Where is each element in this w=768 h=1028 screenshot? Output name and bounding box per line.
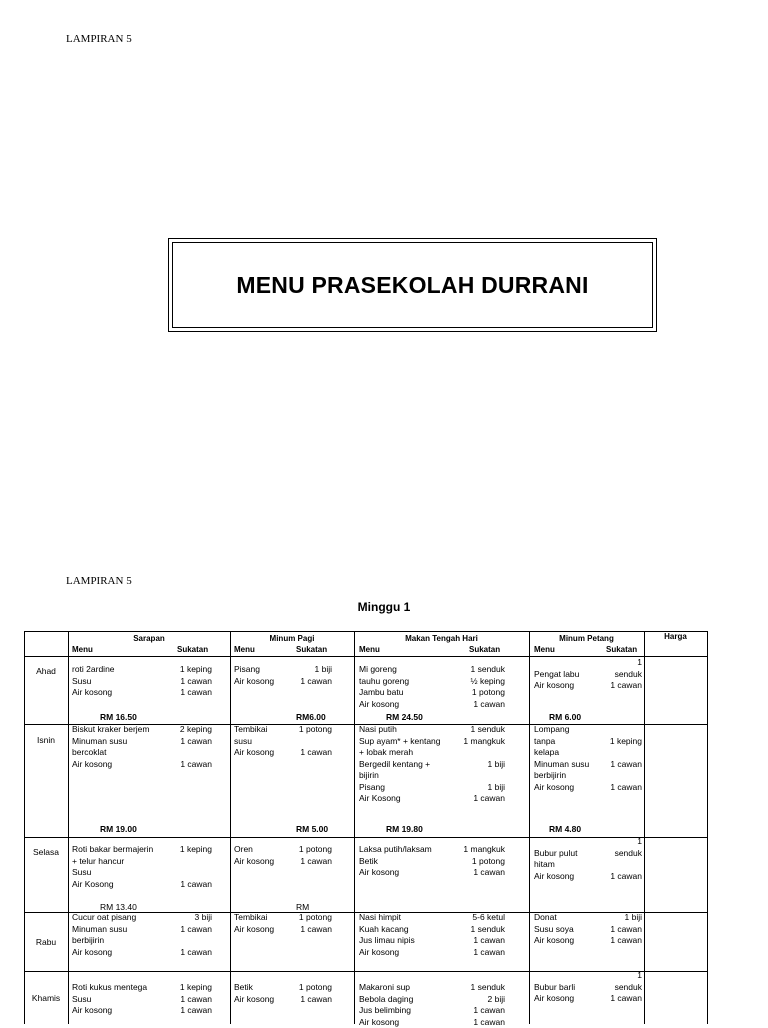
- menu-item-name: kelapa: [534, 747, 559, 759]
- list-item: [72, 879, 212, 891]
- menu-cell-minum-pagi: [234, 982, 332, 1005]
- list-item: [72, 994, 212, 1006]
- lampiran-label-bottom: LAMPIRAN 5: [66, 575, 132, 587]
- menu-item-measure: 1 cawan: [180, 947, 212, 959]
- menu-item-measure: 1 cawan: [180, 994, 212, 1006]
- list-item: [359, 687, 505, 699]
- list-item: [359, 736, 505, 748]
- list-item: [359, 1005, 505, 1017]
- menu-item-measure: 1 cawan: [180, 687, 212, 699]
- menu-item-name: Pengat labu: [534, 669, 579, 681]
- menu-item-name: Laksa putih/laksam: [359, 844, 432, 856]
- table-line: [24, 631, 708, 632]
- menu-item-name: Air kosong: [534, 935, 574, 947]
- menu-item-name: Susu soya: [534, 924, 574, 936]
- list-item: [234, 747, 332, 759]
- list-item: [534, 736, 642, 748]
- list-item: [234, 912, 332, 924]
- list-item: [359, 856, 505, 868]
- menu-item-measure: 1 cawan: [300, 856, 332, 868]
- menu-item-measure: 1 potong: [299, 844, 332, 856]
- menu-cell-sarapan: [72, 982, 212, 1017]
- menu-item-name: Pisang: [234, 664, 260, 676]
- menu-item-measure: 1 cawan: [610, 782, 642, 794]
- menu-item-name: hitam: [534, 859, 555, 871]
- menu-item-measure: 1 biji: [488, 759, 505, 771]
- menu-item-name: berbijirin: [72, 935, 104, 947]
- menu-item-name: Air kosong: [72, 759, 112, 771]
- menu-item-measure: ½ keping: [471, 676, 506, 688]
- menu-item-measure: 1 potong: [299, 982, 332, 994]
- menu-item-name: Air Kosong: [359, 793, 401, 805]
- menu-item-measure: senduk: [615, 848, 642, 860]
- header-makan-tengah-hari: Makan Tengah Hari: [354, 634, 529, 643]
- menu-item-name: Air Kosong: [72, 879, 114, 891]
- menu-item-measure: 1 cawan: [180, 759, 212, 771]
- menu-item-name: Air kosong: [72, 687, 112, 699]
- menu-item-name: Air kosong: [234, 747, 274, 759]
- menu-item-measure: 1 keping: [180, 844, 212, 856]
- list-item: [72, 747, 212, 759]
- subheader-menu: Menu: [234, 645, 255, 654]
- list-item: [534, 669, 642, 681]
- menu-cell-makan: [359, 724, 505, 805]
- menu-item-name: Air kosong: [534, 993, 574, 1005]
- menu-item-measure: 1 senduk: [471, 664, 506, 676]
- table-line: [354, 631, 355, 1024]
- list-item: [234, 664, 332, 676]
- menu-item-name: Nasi putih: [359, 724, 397, 736]
- list-item: [72, 759, 212, 771]
- menu-cell-makan: [359, 844, 505, 879]
- page-title: MENU PRASEKOLAH DURRANI: [236, 272, 588, 299]
- menu-item-name: Roti kukus mentega: [72, 982, 147, 994]
- menu-item-name: Oren: [234, 844, 253, 856]
- day-label: Isnin: [24, 735, 68, 745]
- menu-item-name: Nasi himpit: [359, 912, 401, 924]
- sarapan-total: RM 19.00: [100, 824, 137, 834]
- subheader-menu: Menu: [534, 645, 555, 654]
- menu-item-measure: 5-6 ketul: [472, 912, 505, 924]
- menu-cell-petang: [534, 970, 642, 1005]
- menu-cell-sarapan: [72, 724, 212, 770]
- list-item: [359, 844, 505, 856]
- header-sarapan: Sarapan: [68, 634, 230, 643]
- list-item: [359, 664, 505, 676]
- menu-item-name: Mi goreng: [359, 664, 397, 676]
- menu-item-name: bercoklat: [72, 747, 107, 759]
- menu-cell-sarapan: [72, 664, 212, 699]
- menu-item-name: tanpa: [534, 736, 555, 748]
- sarapan-total: RM 16.50: [100, 712, 137, 722]
- menu-item-name: Minuman susu: [72, 736, 127, 748]
- menu-item-measure: 1 cawan: [180, 1005, 212, 1017]
- table-line: [230, 631, 231, 1024]
- menu-item-name: Jus limau nipis: [359, 935, 415, 947]
- list-item: [72, 924, 212, 936]
- menu-item-measure: 1 senduk: [471, 724, 506, 736]
- menu-cell-petang: [534, 657, 642, 692]
- menu-item-measure: 3 biji: [195, 912, 212, 924]
- list-item: [72, 687, 212, 699]
- menu-item-measure: 1 potong: [472, 856, 505, 868]
- menu-item-name: Sup ayam* + kentang: [359, 736, 441, 748]
- list-item: [72, 867, 212, 879]
- sarapan-total: RM 13.40: [100, 902, 137, 912]
- menu-cell-sarapan: [72, 912, 212, 958]
- list-item: [534, 982, 642, 994]
- menu-cell-sarapan: [72, 844, 212, 890]
- menu-item-name: Jus belimbing: [359, 1005, 411, 1017]
- list-item: [534, 747, 642, 759]
- menu-item-name: Minuman susu: [534, 759, 589, 771]
- menu-item-name: susu: [234, 736, 252, 748]
- table-line: [707, 631, 708, 1024]
- menu-item-measure: 1 cawan: [610, 680, 642, 692]
- menu-item-name: Susu: [72, 994, 91, 1006]
- list-item: [359, 1017, 505, 1028]
- menu-item-name: Cucur oat pisang: [72, 912, 136, 924]
- menu-item-name: Lompang: [534, 724, 569, 736]
- menu-item-name: Bubur pulut: [534, 848, 577, 860]
- list-item: [359, 994, 505, 1006]
- list-item: [359, 676, 505, 688]
- menu-item-name: + lobak merah: [359, 747, 413, 759]
- list-item: [234, 856, 332, 868]
- list-item: [534, 759, 642, 771]
- menu-item-name: Susu: [72, 867, 91, 879]
- list-item: [359, 924, 505, 936]
- menu-item-name: + telur hancur: [72, 856, 124, 868]
- menu-item-name: Minuman susu: [72, 924, 127, 936]
- subheader-sukatan: Sukatan: [606, 645, 637, 654]
- menu-item-measure: 1 cawan: [180, 676, 212, 688]
- menu-item-measure: 1 cawan: [473, 947, 505, 959]
- menu-item-measure: 1 biji: [315, 664, 332, 676]
- menu-item-measure: 1 cawan: [300, 747, 332, 759]
- menu-item-measure: 1 potong: [299, 912, 332, 924]
- menu-cell-petang: [534, 724, 642, 793]
- menu-item-measure: 1 potong: [472, 687, 505, 699]
- list-item: [359, 935, 505, 947]
- list-item: [234, 994, 332, 1006]
- menu-item-measure: 1 mangkuk: [463, 844, 505, 856]
- list-item: [72, 736, 212, 748]
- subheader-menu: Menu: [72, 645, 93, 654]
- menu-item-measure: 1 keping: [180, 664, 212, 676]
- menu-item-name: Jambu batu: [359, 687, 403, 699]
- menu-item-name: Tembikai: [234, 724, 268, 736]
- table-line: [24, 631, 25, 1024]
- menu-item-name: Air kosong: [359, 1017, 399, 1028]
- menu-item-measure: senduk: [615, 669, 642, 681]
- list-item: [72, 724, 212, 736]
- menu-item-measure: 1 cawan: [610, 871, 642, 883]
- menu-cell-minum-pagi: [234, 664, 332, 687]
- menu-item-name: bijirin: [359, 770, 379, 782]
- menu-cell-minum-pagi: [234, 844, 332, 867]
- list-item: [534, 848, 642, 860]
- day-label: Khamis: [24, 993, 68, 1003]
- list-item: [359, 982, 505, 994]
- menu-item-name: Makaroni sup: [359, 982, 410, 994]
- list-item: [534, 724, 642, 736]
- menu-item-measure: 1 senduk: [471, 982, 506, 994]
- menu-item-name: Bebola daging: [359, 994, 413, 1006]
- menu-cell-makan: [359, 664, 505, 710]
- menu-item-measure: 1 cawan: [610, 759, 642, 771]
- list-item: [72, 935, 212, 947]
- menu-cell-petang: [534, 836, 642, 882]
- header-minum-pagi: Minum Pagi: [230, 634, 354, 643]
- header-harga: Harga: [644, 632, 707, 641]
- menu-item-name: Pisang: [359, 782, 385, 794]
- list-item: [534, 770, 642, 782]
- subheader-sukatan: Sukatan: [177, 645, 208, 654]
- menu-item-measure: 1: [637, 836, 642, 848]
- list-item: [359, 782, 505, 794]
- menu-item-name: Donat: [534, 912, 557, 924]
- menu-item-measure: 1 cawan: [610, 993, 642, 1005]
- menu-item-name: Air kosong: [359, 699, 399, 711]
- list-item: [359, 912, 505, 924]
- makan-total: RM 19.80: [386, 824, 423, 834]
- list-item: [72, 844, 212, 856]
- menu-item-measure: 1 mangkuk: [463, 736, 505, 748]
- menu-item-measure: 1 senduk: [471, 924, 506, 936]
- list-item: [534, 924, 642, 936]
- menu-cell-minum-pagi: [234, 724, 332, 759]
- list-item: [72, 982, 212, 994]
- list-item: [234, 724, 332, 736]
- menu-item-measure: 1: [637, 970, 642, 982]
- subheader-sukatan: Sukatan: [296, 645, 327, 654]
- list-item: [534, 970, 642, 982]
- menu-item-measure: 1 cawan: [180, 879, 212, 891]
- menu-item-measure: 2 keping: [180, 724, 212, 736]
- menu-item-name: Air kosong: [534, 871, 574, 883]
- menu-item-measure: 1 cawan: [610, 924, 642, 936]
- menu-item-name: berbijirin: [534, 770, 566, 782]
- list-item: [72, 664, 212, 676]
- list-item: [359, 770, 505, 782]
- list-item: [72, 856, 212, 868]
- menu-item-measure: 1 cawan: [473, 1017, 505, 1028]
- menu-item-name: Susu: [72, 676, 91, 688]
- menu-item-measure: 1 biji: [488, 782, 505, 794]
- menu-item-name: Air kosong: [359, 867, 399, 879]
- table-line: [529, 631, 530, 1024]
- menu-item-measure: 2 biji: [488, 994, 505, 1006]
- list-item: [534, 859, 642, 871]
- list-item: [234, 736, 332, 748]
- menu-item-name: tauhu goreng: [359, 676, 409, 688]
- menu-item-name: Air kosong: [534, 782, 574, 794]
- table-line: [68, 631, 69, 1024]
- petang-total: RM 6.00: [549, 712, 581, 722]
- menu-item-name: Air kosong: [359, 947, 399, 959]
- list-item: [534, 836, 642, 848]
- menu-cell-makan: [359, 982, 505, 1028]
- day-label: Ahad: [24, 666, 68, 676]
- menu-item-measure: 1 biji: [625, 912, 642, 924]
- menu-item-name: Tembikai: [234, 912, 268, 924]
- menu-item-name: Roti bakar bermajerin: [72, 844, 153, 856]
- menu-item-name: roti 2ardine: [72, 664, 115, 676]
- subheader-menu: Menu: [359, 645, 380, 654]
- list-item: [72, 676, 212, 688]
- menu-item-measure: 1 cawan: [473, 867, 505, 879]
- petang-total: RM 4.80: [549, 824, 581, 834]
- menu-item-measure: 1 cawan: [180, 736, 212, 748]
- list-item: [234, 676, 332, 688]
- menu-item-measure: senduk: [615, 982, 642, 994]
- menu-item-name: Air kosong: [72, 947, 112, 959]
- menu-item-measure: 1 keping: [180, 982, 212, 994]
- menu-cell-makan: [359, 912, 505, 958]
- menu-item-measure: 1 cawan: [300, 676, 332, 688]
- menu-item-name: Air kosong: [534, 680, 574, 692]
- menu-item-name: Betik: [234, 982, 253, 994]
- list-item: [359, 947, 505, 959]
- list-item: [359, 747, 505, 759]
- list-item: [359, 759, 505, 771]
- week-heading: Minggu 1: [0, 600, 768, 614]
- menu-item-measure: 1 potong: [299, 724, 332, 736]
- list-item: [534, 871, 642, 883]
- menu-item-name: Air kosong: [234, 924, 274, 936]
- menu-item-measure: 1 cawan: [300, 924, 332, 936]
- makan-total: RM 24.50: [386, 712, 423, 722]
- list-item: [534, 935, 642, 947]
- menu-item-measure: 1 cawan: [473, 793, 505, 805]
- menu-item-name: Bergedil kentang +: [359, 759, 430, 771]
- minum-pagi-total: RM: [296, 902, 309, 912]
- menu-item-name: Betik: [359, 856, 378, 868]
- list-item: [72, 947, 212, 959]
- menu-cell-petang: [534, 912, 642, 947]
- list-item: [234, 844, 332, 856]
- menu-item-name: Air kosong: [234, 994, 274, 1006]
- day-label: Rabu: [24, 937, 68, 947]
- list-item: [534, 993, 642, 1005]
- lampiran-label-top: LAMPIRAN 5: [66, 33, 132, 45]
- menu-item-measure: 1 cawan: [180, 924, 212, 936]
- menu-item-measure: 1 cawan: [300, 994, 332, 1006]
- menu-item-measure: 1 cawan: [610, 935, 642, 947]
- list-item: [359, 793, 505, 805]
- menu-item-name: Biskut kraker berjem: [72, 724, 149, 736]
- list-item: [359, 724, 505, 736]
- day-label: Selasa: [24, 847, 68, 857]
- list-item: [534, 912, 642, 924]
- list-item: [72, 912, 212, 924]
- list-item: [359, 867, 505, 879]
- menu-item-name: Air kosong: [234, 856, 274, 868]
- menu-item-measure: 1 cawan: [473, 699, 505, 711]
- menu-item-name: Air kosong: [234, 676, 274, 688]
- menu-item-name: Air kosong: [72, 1005, 112, 1017]
- menu-item-name: Kuah kacang: [359, 924, 409, 936]
- header-minum-petang: Minum Petang: [529, 634, 644, 643]
- list-item: [534, 782, 642, 794]
- list-item: [234, 924, 332, 936]
- menu-cell-minum-pagi: [234, 912, 332, 935]
- list-item: [234, 982, 332, 994]
- menu-item-measure: 1 keping: [610, 736, 642, 748]
- minum-pagi-total: RM6.00: [296, 712, 326, 722]
- subheader-sukatan: Sukatan: [469, 645, 500, 654]
- menu-item-measure: 1: [637, 657, 642, 669]
- list-item: [534, 680, 642, 692]
- list-item: [534, 657, 642, 669]
- menu-item-measure: 1 cawan: [473, 935, 505, 947]
- table-line: [644, 631, 645, 1024]
- list-item: [359, 699, 505, 711]
- menu-item-name: Bubur barli: [534, 982, 575, 994]
- list-item: [72, 1005, 212, 1017]
- menu-item-measure: 1 cawan: [473, 1005, 505, 1017]
- minum-pagi-total: RM 5.00: [296, 824, 328, 834]
